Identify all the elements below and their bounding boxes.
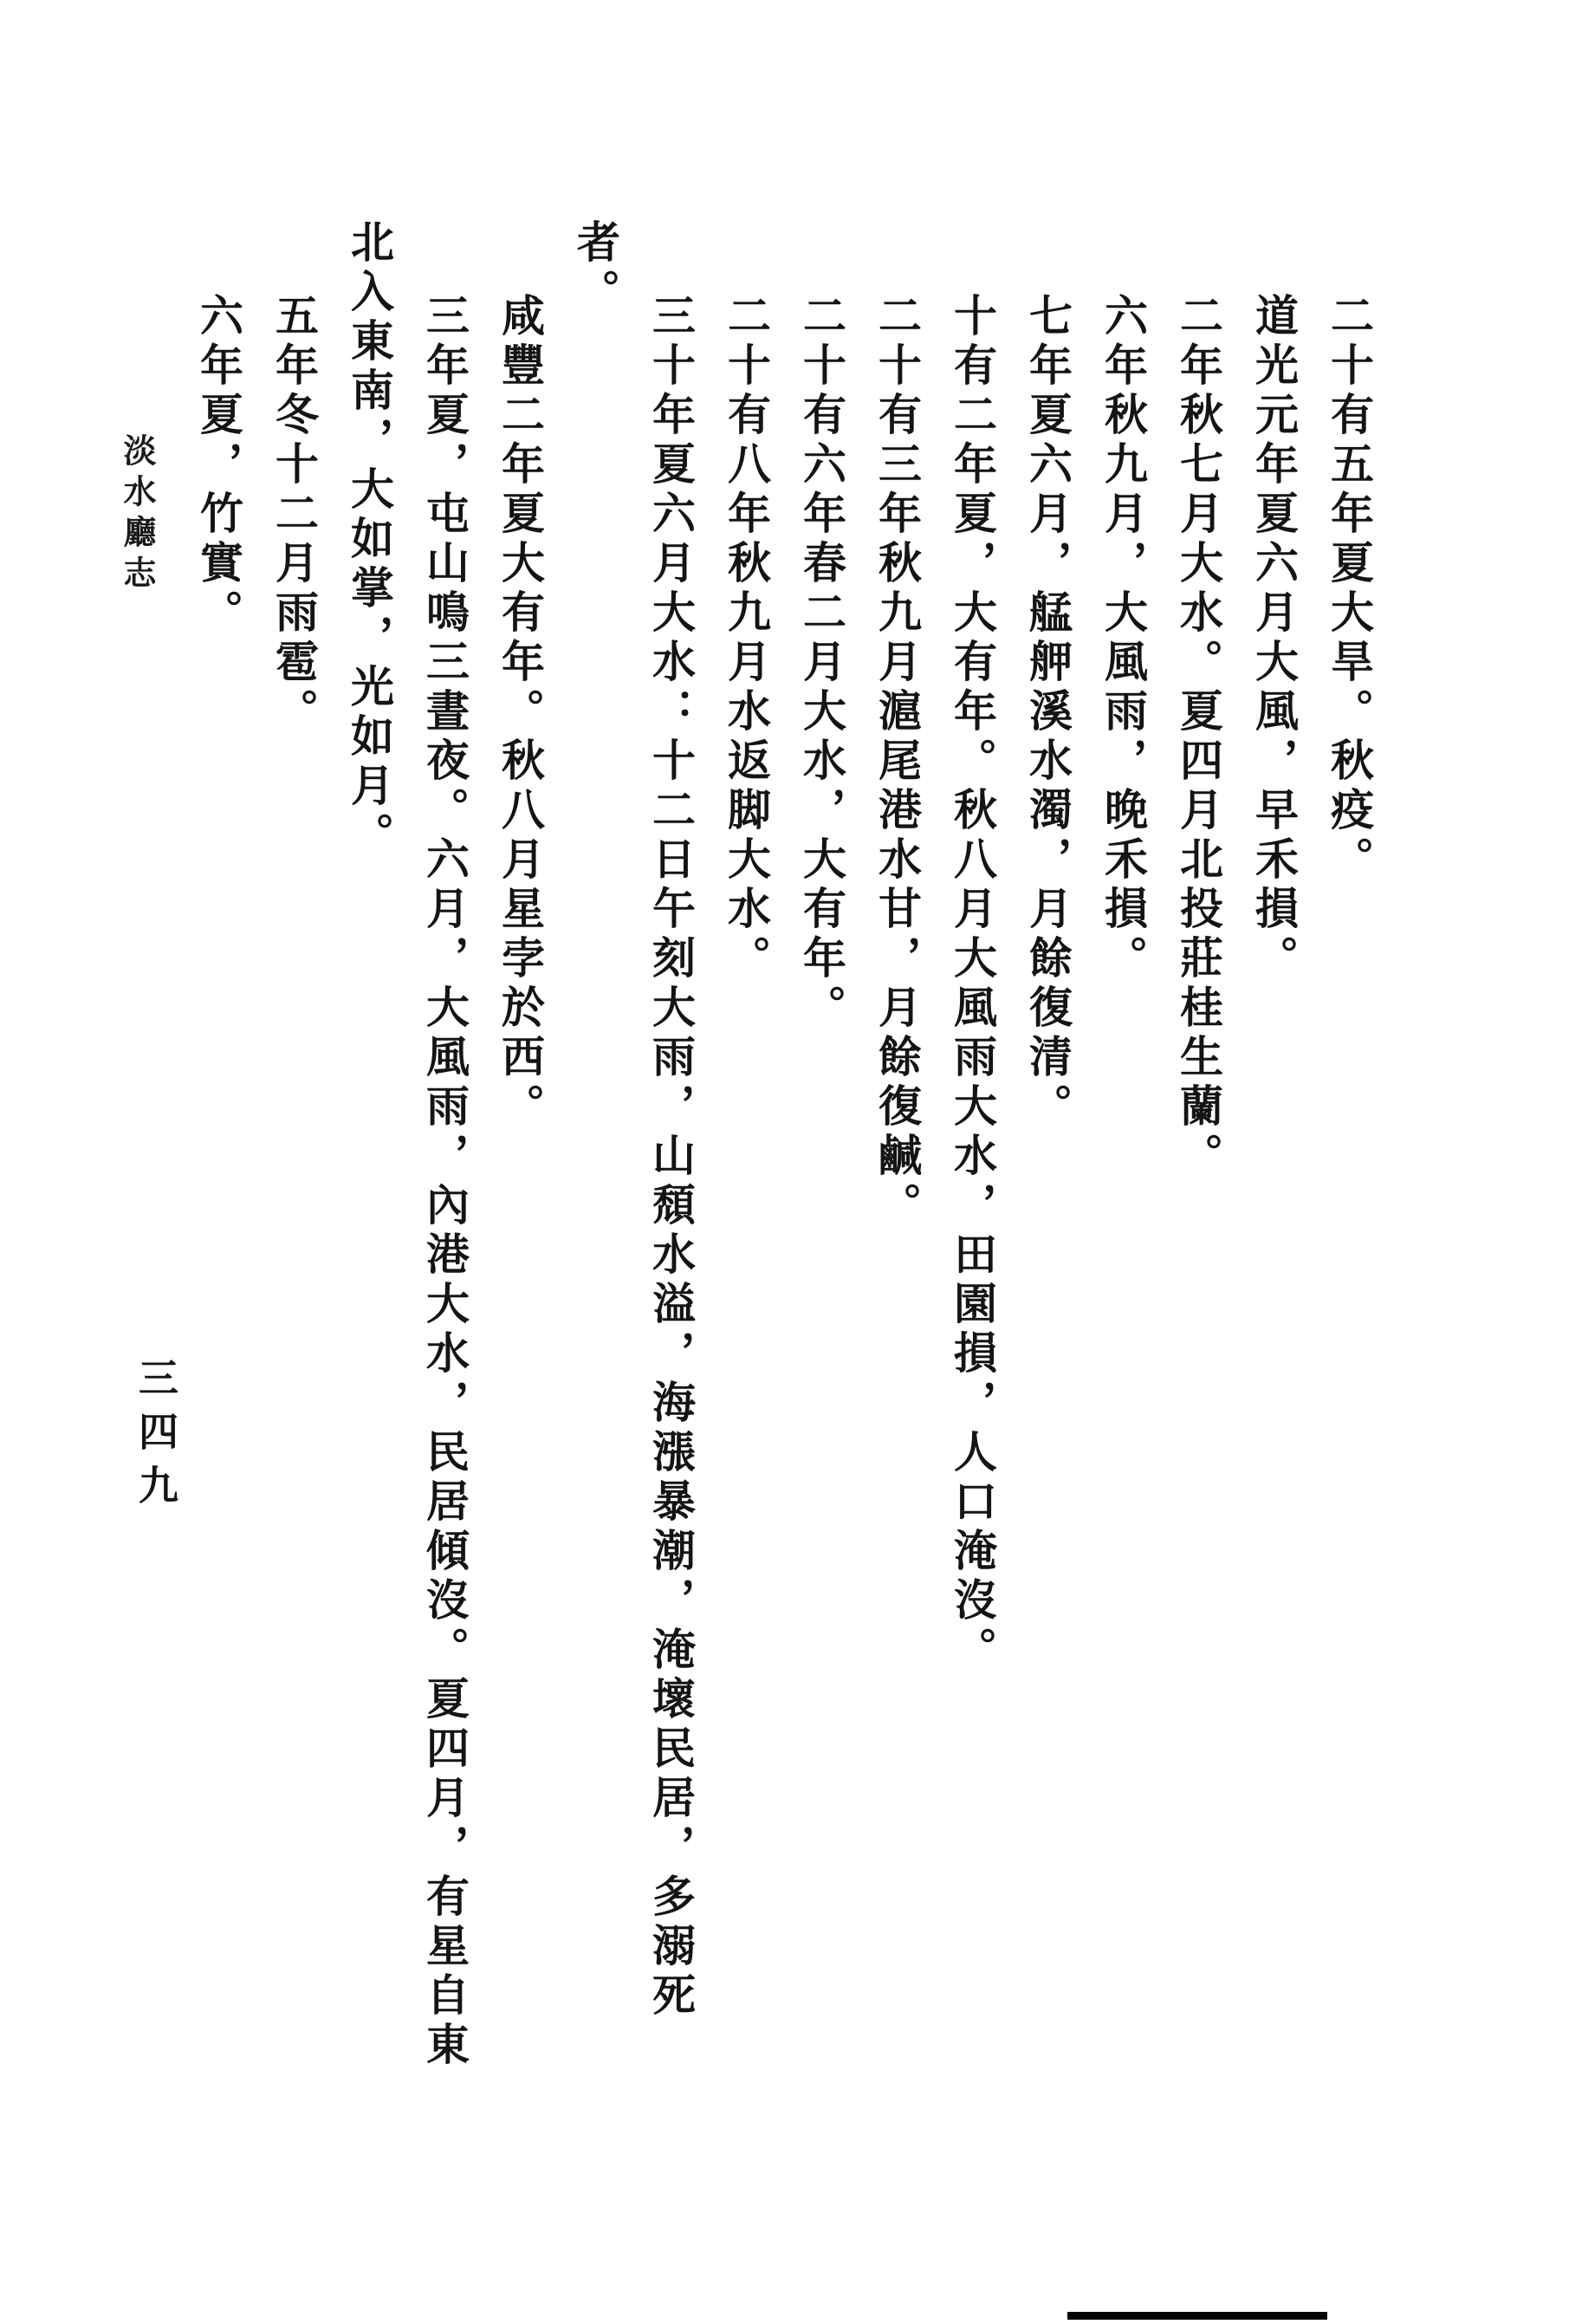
text-column: 五年冬十二月雨雹。 <box>269 293 318 737</box>
page-number: 三四九 <box>133 1357 178 1518</box>
text-column: 三年夏，屯山鳴三晝夜。六月，大風雨，內港大水，民居傾沒。夏四月，有星自東 <box>420 293 469 2071</box>
text-column: 二十有六年春二月大水，大有年。 <box>797 293 846 1034</box>
text-column: 十有二年夏，大有年。秋八月大風雨大水，田園損，人口淹沒。 <box>948 293 996 1676</box>
text-column: 咸豐二年夏大有年。秋八月星孛於西。 <box>496 293 544 1133</box>
text-column: 二十有五年夏大旱。秋疫。 <box>1325 293 1373 886</box>
scan-artifact-bar <box>1067 2312 1327 2320</box>
text-column: 六年夏，竹實。 <box>194 293 243 639</box>
text-column: 二年秋七月大水。夏四月北投莊桂生蘭。 <box>1174 293 1222 1182</box>
text-column: 七年夏六月，艋舺溪水濁，月餘復清。 <box>1023 293 1072 1133</box>
text-column: 三十年夏六月大水：十二日午刻大雨，山頹水溢，海漲暴潮，淹壞民居，多溺死 <box>646 293 695 2022</box>
text-column-continuation: 北入東南，大如掌，光如月。 <box>345 219 393 861</box>
text-column: 道光元年夏六月大風，早禾損。 <box>1249 293 1298 984</box>
text-column-continuation: 者。 <box>571 219 619 318</box>
text-column: 六年秋九月，大風雨，晚禾損。 <box>1099 293 1147 984</box>
text-column: 二十有八年秋九月水返脚大水。 <box>722 293 770 984</box>
text-column: 二十有三年秋九月滬尾港水甘，月餘復鹹。 <box>872 293 921 1231</box>
main-text-block <box>180 219 1386 2169</box>
book-margin-title: 淡水廳志 <box>118 433 154 596</box>
